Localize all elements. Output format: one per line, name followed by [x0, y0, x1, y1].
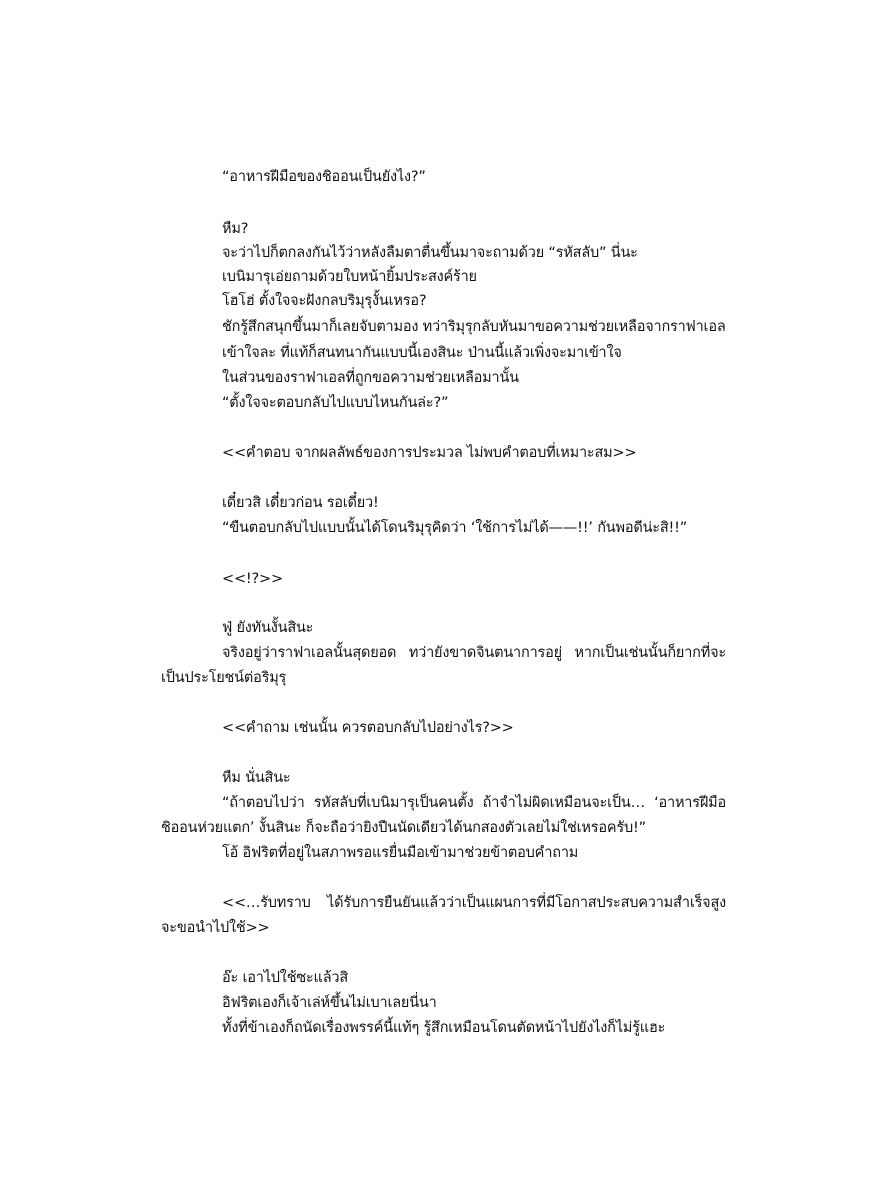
- text-line: หืม?: [222, 221, 249, 237]
- text-line: ชิออนห่วยแตก’ งั้นสินะ ก็จะถือว่ายิงปืนนัดเดียวได้นกสองตัวเลยไม่ใช่เหรอครับ!”: [161, 820, 646, 836]
- text-line: ชักรู้สึกสนุกขึ้นมาก็เลยจับตามอง ทว่าริมุรุกลับหันมาขอความช่วยเหลือจากราฟาเอล: [222, 319, 726, 335]
- text-line: หืม นั่นสินะ: [222, 770, 291, 786]
- text-line: โอ้ อิฟริตที่อยู่ในสภาพรอแรยื่นมือเข้ามาช่วยข้าตอบคำถาม: [222, 845, 579, 861]
- text-line: เข้าใจละ ที่แท้ก็สนทนากันแบบนี้เองสินะ ป่านนี้แล้วเพิ่งจะมาเข้าใจ: [222, 345, 622, 361]
- text-line: เป็นประโยชน์ต่อริมุรุ: [161, 670, 287, 686]
- text-line: <<…รับทราบ ได้รับการยืนยันแล้วว่าเป็นแผนการที่มีโอกาสประสบความสำเร็จสูง: [222, 895, 726, 911]
- text-line: อิฟริตเองก็เจ้าเล่ห์ขึ้นไม่เบาเลยนี่นา: [222, 995, 437, 1011]
- text-line: “ขืนตอบกลับไปแบบนั้นได้โดนริมุรุคิดว่า ‘ใช้การไม่ได้——!!’ กันพอดีน่ะสิ!!”: [222, 520, 688, 536]
- text-line: <<คำถาม เช่นนั้น ควรตอบกลับไปอย่างไร?>>: [222, 720, 514, 736]
- text-line: “อาหารฝีมือของชิออนเป็นยังไง?”: [222, 169, 426, 185]
- text-line: ในส่วนของราฟาเอลที่ถูกขอความช่วยเหลือมานั้น: [222, 370, 519, 386]
- text-line: “ถ้าตอบไปว่า รหัสลับที่เบนิมารุเป็นคนตั้ง ถ้าจำไม่ผิดเหมือนจะเป็น… ‘อาหารฝีมือ: [222, 795, 726, 811]
- text-line: จะขอนำไปใช้>>: [161, 920, 270, 936]
- text-line: ทั้งที่ข้าเองก็ถนัดเรื่องพรรค์นี้แท้ๆ รู้สึกเหมือนโดนตัดหน้าไปยังไงก็ไม่รู้แฮะ: [222, 1020, 666, 1036]
- text-line: อ๊ะ เอาไปใช้ซะแล้วสิ: [222, 970, 348, 986]
- text-line: เบนิมารุเอ่ยถามด้วยใบหน้ายิ้มประสงค์ร้าย: [222, 269, 477, 285]
- text-line: ฟู่ ยังทันงั้นสินะ: [222, 620, 314, 636]
- text-line: โฮโฮ่ ตั้งใจจะฝังกลบริมุรุงั้นเหรอ?: [222, 293, 427, 309]
- text-line: <<!?>>: [222, 571, 283, 587]
- text-line: จะว่าไปก็ตกลงกันไว้ว่าหลังลืมตาตื่นขึ้นมาจะถามด้วย “รหัสลับ” นี่นะ: [222, 245, 638, 261]
- text-line: “ตั้งใจจะตอบกลับไปแบบไหนกันล่ะ?”: [222, 395, 449, 411]
- text-line: เดี๋ยวสิ เดี๋ยวก่อน รอเดี๋ยว!: [222, 495, 379, 511]
- text-line: จริงอยู่ว่าราฟาเอลนั้นสุดยอด ทว่ายังขาดจินตนาการอยู่ หากเป็นเช่นนั้นก็ยากที่จะ: [222, 645, 726, 661]
- text-line: <<คำตอบ จากผลลัพธ์ของการประมวล ไม่พบคำตอบที่เหมาะสม>>: [222, 445, 637, 461]
